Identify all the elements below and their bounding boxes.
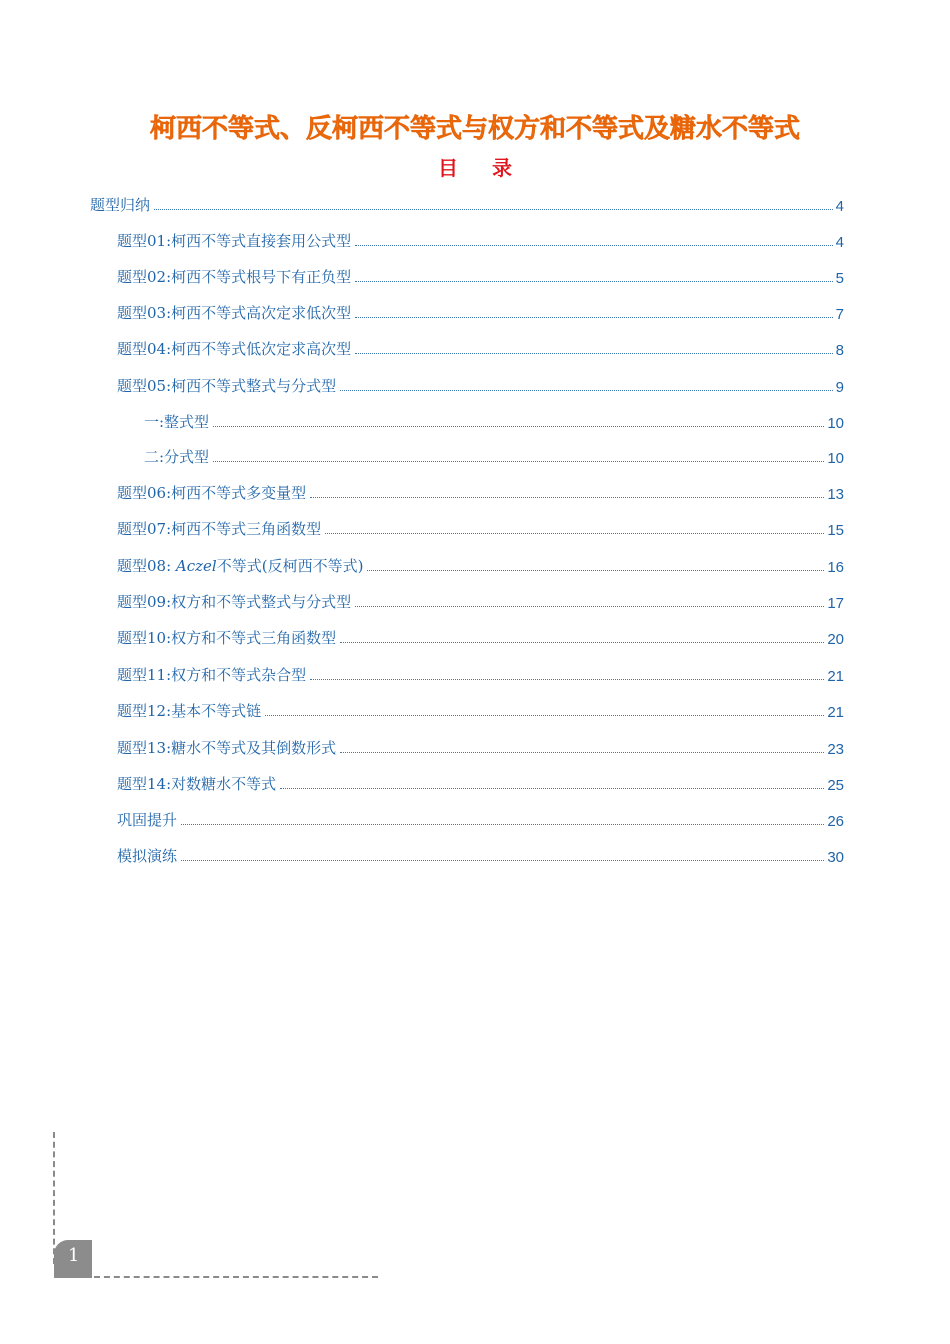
- toc-entry-leader-dots: [310, 678, 824, 680]
- toc-entry[interactable]: [117, 227, 844, 251]
- toc-entry-label: 题型09:权方和不等式整式与分式型: [117, 593, 352, 611]
- toc-entry-page-number: 7: [835, 306, 844, 323]
- toc-entry-page-number: 13: [827, 486, 844, 503]
- toc-entry[interactable]: [117, 624, 844, 648]
- toc-entry-label: 一:整式型: [144, 413, 210, 431]
- toc-entry[interactable]: [117, 588, 844, 612]
- toc-entry-leader-dots: [340, 389, 833, 391]
- toc-entry-leader-dots: [355, 280, 833, 282]
- toc-entry-page-number: 25: [827, 777, 844, 794]
- toc-entry-leader-dots: [154, 208, 833, 210]
- toc-entry-label: 题型归纳: [90, 196, 151, 214]
- toc-entry-page-number: 21: [827, 668, 844, 685]
- toc-entry-leader-dots: [280, 787, 824, 789]
- toc-entry[interactable]: [144, 443, 844, 467]
- toc-entry-page-number: 9: [835, 379, 844, 396]
- toc-entry-label: 题型03:柯西不等式高次定求低次型: [117, 304, 352, 322]
- margin-dashed-horizontal-line: [94, 1276, 378, 1278]
- toc-entry-label-prefix: 题型08:: [117, 557, 176, 575]
- toc-entry[interactable]: [90, 191, 844, 215]
- toc-entry-label: 题型01:柯西不等式直接套用公式型: [117, 232, 352, 250]
- toc-entry[interactable]: [117, 770, 844, 794]
- toc-entry-page-number: 17: [827, 595, 844, 612]
- toc-entry-leader-dots: [355, 352, 833, 354]
- toc-entry-label: 题型12:基本不等式链: [117, 702, 262, 720]
- toc-entry[interactable]: [117, 734, 844, 758]
- toc-entry[interactable]: [117, 335, 844, 359]
- toc-entry-leader-dots: [355, 244, 833, 246]
- toc-entry-page-number: 15: [827, 522, 844, 539]
- toc-entry-page-number: 5: [835, 270, 844, 287]
- toc-entry-leader-dots: [213, 425, 824, 427]
- toc-entry-leader-dots: [325, 532, 824, 534]
- toc-entry-leader-dots: [340, 751, 824, 753]
- toc-entry-page-number: 26: [827, 813, 844, 830]
- margin-dashed-vertical-line: [53, 1132, 55, 1264]
- toc-entry-label: 题型11:权方和不等式杂合型: [117, 666, 307, 684]
- toc-entry-page-number: 10: [827, 450, 844, 467]
- toc-entry[interactable]: [117, 515, 844, 539]
- toc-entry-page-number: 23: [827, 741, 844, 758]
- toc-entry-label: [117, 555, 367, 576]
- toc-entry-leader-dots: [181, 823, 824, 825]
- toc-entry-label: 题型04:柯西不等式低次定求高次型: [117, 340, 352, 358]
- toc-entry[interactable]: [117, 806, 844, 830]
- toc-entry[interactable]: [117, 372, 844, 396]
- toc-entry-label: 题型02:柯西不等式根号下有正负型: [117, 268, 352, 286]
- document-title: 柯西不等式、反柯西不等式与权方和不等式及糖水不等式: [149, 114, 800, 144]
- toc-entry-label-suffix: 不等式(反柯西不等式): [216, 557, 364, 575]
- toc-entry-leader-dots: [367, 569, 824, 571]
- toc-entry-page-number: 21: [827, 704, 844, 721]
- toc-entry-page-number: 4: [835, 234, 844, 251]
- toc-entry-label: 题型14:对数糖水不等式: [117, 775, 277, 793]
- toc-entry-leader-dots: [355, 316, 833, 318]
- page-number: 1: [68, 1245, 80, 1266]
- toc-entry-label: 题型10:权方和不等式三角函数型: [117, 629, 337, 647]
- toc-entry-label: 题型13:糖水不等式及其倒数形式: [117, 739, 337, 757]
- toc-entry-page-number: 10: [827, 415, 844, 432]
- toc-entry[interactable]: [117, 479, 844, 503]
- toc-entry-label: 巩固提升: [117, 811, 178, 829]
- toc-entry[interactable]: [117, 661, 844, 685]
- toc-heading: 目录: [438, 156, 546, 180]
- toc-entry-label-math: Aczel: [175, 557, 217, 575]
- toc-entry-label: 题型06:柯西不等式多变量型: [117, 484, 307, 502]
- toc-entry-label: 题型07:柯西不等式三角函数型: [117, 520, 322, 538]
- toc-entry[interactable]: [117, 697, 844, 721]
- toc-entry-page-number: 20: [827, 631, 844, 648]
- toc-entry[interactable]: [144, 408, 844, 432]
- toc-entry-leader-dots: [310, 496, 824, 498]
- toc-entry-page-number: 4: [835, 198, 844, 215]
- toc-entry[interactable]: [117, 552, 844, 576]
- toc-entry-leader-dots: [181, 859, 824, 861]
- toc-entry-label: 二:分式型: [144, 448, 210, 466]
- toc-entry-leader-dots: [355, 605, 824, 607]
- toc-entry[interactable]: [117, 299, 844, 323]
- toc-entry-label: 题型05:柯西不等式整式与分式型: [117, 377, 337, 395]
- toc-entry-leader-dots: [340, 641, 824, 643]
- toc-entry-page-number: 16: [827, 559, 844, 576]
- toc-entry-leader-dots: [213, 460, 824, 462]
- toc-entry[interactable]: [117, 263, 844, 287]
- toc-entry[interactable]: [117, 842, 844, 866]
- toc-entry-page-number: 8: [835, 342, 844, 359]
- toc-entry-page-number: 30: [827, 849, 844, 866]
- toc-entry-leader-dots: [265, 714, 824, 716]
- toc-entry-label: 模拟演练: [117, 847, 178, 865]
